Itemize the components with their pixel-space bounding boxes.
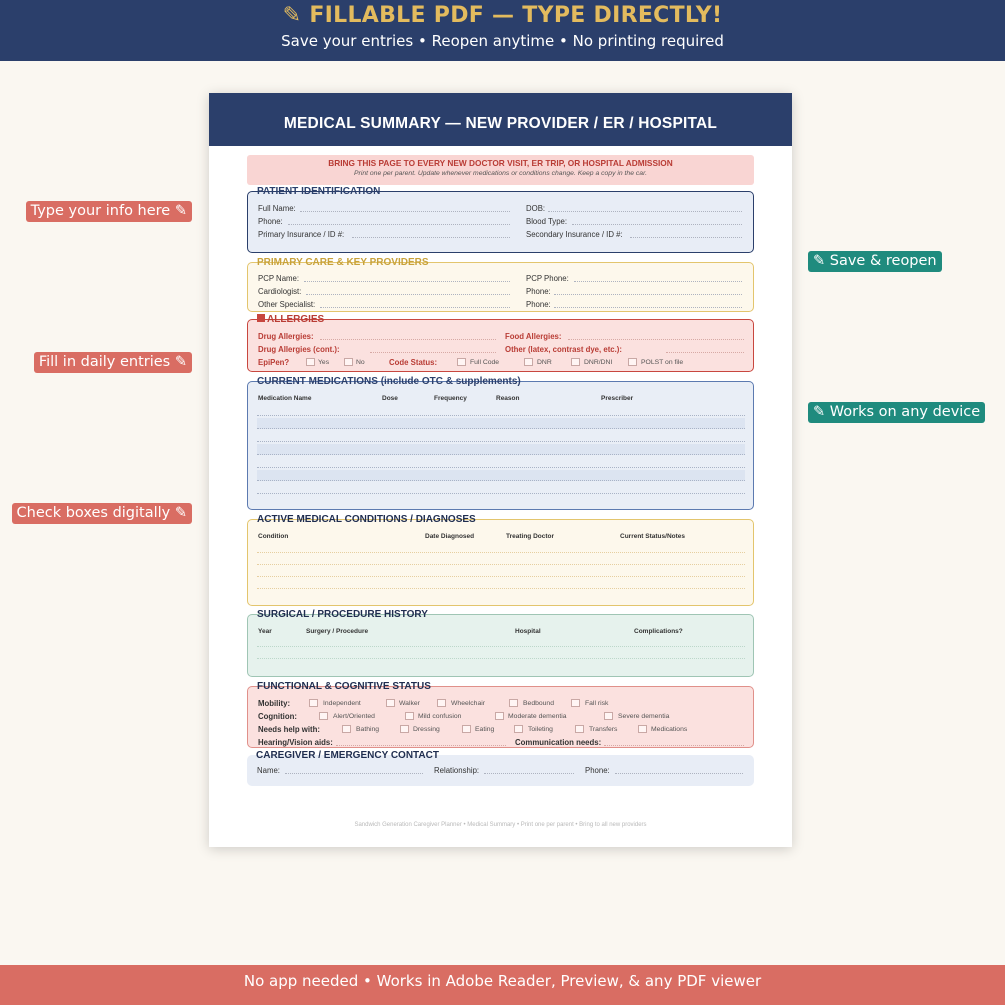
other-allergies-field[interactable] bbox=[666, 352, 744, 353]
polst-checkbox[interactable] bbox=[628, 358, 637, 366]
needs-transfers-checkbox[interactable] bbox=[575, 725, 584, 733]
med-row[interactable] bbox=[257, 418, 745, 429]
mobility-bedbound-checkbox[interactable] bbox=[509, 699, 518, 707]
surgical-section-title: SURGICAL / PROCEDURE HISTORY bbox=[257, 609, 428, 620]
specialist-phone-label: Phone: bbox=[526, 300, 551, 309]
pcp-phone-label: PCP Phone: bbox=[526, 274, 569, 283]
caregiver-section bbox=[247, 750, 754, 786]
food-allergies-field[interactable] bbox=[568, 339, 744, 340]
needs-toileting-checkbox[interactable] bbox=[514, 725, 523, 733]
dnr-checkbox[interactable] bbox=[524, 358, 533, 366]
secondary-insurance-label: Secondary Insurance / ID #: bbox=[526, 230, 623, 239]
communication-label: Communication needs: bbox=[515, 738, 602, 747]
cognition-alert-label: Alert/Oriented bbox=[333, 713, 375, 720]
full-code-checkbox[interactable] bbox=[457, 358, 466, 366]
med-row[interactable] bbox=[257, 431, 745, 442]
med-col-frequency: Frequency bbox=[434, 395, 467, 402]
mobility-wheelchair-label: Wheelchair bbox=[451, 700, 485, 707]
code-status-label: Code Status: bbox=[389, 358, 438, 367]
epipen-no-checkbox[interactable] bbox=[344, 358, 353, 366]
drug-allergies-field[interactable] bbox=[320, 339, 496, 340]
primary-insurance-field[interactable] bbox=[352, 237, 510, 238]
cardiologist-phone-label: Phone: bbox=[526, 287, 551, 296]
form-footer: Sandwich Generation Caregiver Planner • Medical Summary • Print one per parent • Bring to all new providers bbox=[354, 822, 647, 828]
banner-subline: Save your entries • Reopen anytime • No printing required bbox=[281, 32, 724, 50]
bottom-banner: No app needed • Works in Adobe Reader, Preview, & any PDF viewer bbox=[0, 965, 1005, 1005]
epipen-label: EpiPen? bbox=[258, 358, 290, 367]
med-row[interactable] bbox=[257, 405, 745, 416]
notice-box bbox=[247, 155, 754, 185]
dnr-label: DNR bbox=[537, 359, 552, 366]
tag-check-boxes: Check boxes digitally ✎ bbox=[12, 503, 193, 524]
needs-help-label: Needs help with: bbox=[258, 725, 320, 734]
mobility-walker-checkbox[interactable] bbox=[386, 699, 395, 707]
functional-section bbox=[247, 681, 754, 748]
caregiver-phone-label: Phone: bbox=[585, 766, 610, 775]
med-row[interactable] bbox=[257, 483, 745, 494]
food-allergies-label: Food Allergies: bbox=[505, 332, 562, 341]
full-code-label: Full Code bbox=[470, 359, 500, 366]
condition-row[interactable] bbox=[257, 588, 745, 589]
form-title: MEDICAL SUMMARY — NEW PROVIDER / ER / HOSPITAL bbox=[209, 93, 792, 146]
pcp-name-label: PCP Name: bbox=[258, 274, 300, 283]
top-banner bbox=[0, 0, 1005, 61]
allergies-section-title bbox=[257, 314, 324, 326]
needs-bathing-checkbox[interactable] bbox=[342, 725, 351, 733]
surg-col-year: Year bbox=[258, 628, 272, 635]
condition-row[interactable] bbox=[257, 576, 745, 577]
notice-sub: Print one per parent. Update whenever medications or conditions change. Keep a copy in the car. bbox=[354, 170, 647, 177]
cognition-mild-label: Mild confusion bbox=[418, 713, 462, 720]
caregiver-relationship-field[interactable] bbox=[484, 773, 574, 774]
cognition-alert-checkbox[interactable] bbox=[319, 712, 328, 720]
med-row[interactable] bbox=[257, 457, 745, 468]
drug-allergies-label: Drug Allergies: bbox=[258, 332, 314, 341]
dnr-dni-checkbox[interactable] bbox=[571, 358, 580, 366]
cardiologist-field[interactable] bbox=[306, 294, 510, 295]
mobility-walker-label: Walker bbox=[399, 700, 420, 707]
specialist-phone-field[interactable] bbox=[554, 307, 742, 308]
needs-toileting-label: Toileting bbox=[528, 726, 553, 733]
other-allergies-label: Other (latex, contrast dye, etc.): bbox=[505, 345, 622, 354]
cognition-moderate-checkbox[interactable] bbox=[495, 712, 504, 720]
med-col-prescriber: Prescriber bbox=[601, 395, 634, 402]
cognition-moderate-label: Moderate dementia bbox=[508, 713, 567, 720]
med-col-reason: Reason bbox=[496, 395, 520, 402]
cardiologist-label: Cardiologist: bbox=[258, 287, 302, 296]
cognition-label: Cognition: bbox=[258, 712, 297, 721]
needs-medications-checkbox[interactable] bbox=[638, 725, 647, 733]
full-name-field[interactable] bbox=[300, 211, 510, 212]
dnr-dni-label: DNR/DNI bbox=[584, 359, 613, 366]
polst-label: POLST on file bbox=[641, 359, 684, 366]
surgical-row[interactable] bbox=[257, 658, 745, 659]
allergies-section bbox=[247, 314, 754, 372]
pcp-name-field[interactable] bbox=[304, 281, 510, 282]
med-row[interactable] bbox=[257, 444, 745, 455]
notice-main: BRING THIS PAGE TO EVERY NEW DOCTOR VISIT, ER TRIP, OR HOSPITAL ADMISSION bbox=[328, 158, 673, 168]
needs-bathing-label: Bathing bbox=[356, 726, 380, 733]
conditions-section-title: ACTIVE MEDICAL CONDITIONS / DIAGNOSES bbox=[257, 514, 476, 525]
allergies-title-text: ALLERGIES bbox=[267, 314, 325, 325]
dob-field[interactable] bbox=[548, 211, 742, 212]
condition-row[interactable] bbox=[257, 564, 745, 565]
drug-allergies-cont-label: Drug Allergies (cont.): bbox=[258, 345, 340, 354]
med-row[interactable] bbox=[257, 470, 745, 481]
caregiver-section-title: CAREGIVER / EMERGENCY CONTACT bbox=[256, 750, 439, 761]
secondary-insurance-field[interactable] bbox=[630, 237, 742, 238]
needs-dressing-checkbox[interactable] bbox=[400, 725, 409, 733]
mobility-wheelchair-checkbox[interactable] bbox=[437, 699, 446, 707]
caregiver-relationship-label: Relationship: bbox=[434, 766, 480, 775]
epipen-yes-label: Yes bbox=[318, 359, 330, 366]
tag-save-reopen: ✎ Save & reopen bbox=[808, 251, 942, 272]
cond-col-doctor: Treating Doctor bbox=[506, 533, 555, 540]
surgical-row[interactable] bbox=[257, 646, 745, 647]
warning-square-icon bbox=[257, 314, 265, 322]
needs-eating-label: Eating bbox=[475, 726, 495, 733]
cardiologist-phone-field[interactable] bbox=[554, 294, 742, 295]
phone-field[interactable] bbox=[288, 224, 510, 225]
cond-col-condition: Condition bbox=[258, 533, 289, 540]
other-specialist-field[interactable] bbox=[320, 307, 510, 308]
surgical-section bbox=[247, 609, 754, 677]
surg-col-procedure: Surgery / Procedure bbox=[306, 628, 369, 635]
caregiver-phone-field[interactable] bbox=[615, 773, 743, 774]
condition-row[interactable] bbox=[257, 552, 745, 553]
tag-daily-entries: Fill in daily entries ✎ bbox=[34, 352, 192, 373]
hearing-vision-label: Hearing/Vision aids: bbox=[258, 738, 333, 747]
cognition-severe-checkbox[interactable] bbox=[604, 712, 613, 720]
needs-dressing-label: Dressing bbox=[413, 726, 440, 733]
mobility-bedbound-label: Bedbound bbox=[523, 700, 554, 707]
cognition-mild-checkbox[interactable] bbox=[405, 712, 414, 720]
mobility-label: Mobility: bbox=[258, 699, 291, 708]
cognition-severe-label: Severe dementia bbox=[618, 713, 670, 720]
banner-headline: ✎ FILLABLE PDF — TYPE DIRECTLY! bbox=[282, 3, 723, 28]
dob-label: DOB: bbox=[526, 204, 546, 213]
tag-type-info: Type your info here ✎ bbox=[26, 201, 192, 222]
form-page bbox=[209, 93, 792, 847]
full-name-label: Full Name: bbox=[258, 204, 296, 213]
needs-medications-label: Medications bbox=[651, 726, 688, 733]
phone-label: Phone: bbox=[258, 217, 283, 226]
mobility-independent-checkbox[interactable] bbox=[309, 699, 318, 707]
conditions-section bbox=[247, 514, 754, 606]
cond-col-date: Date Diagnosed bbox=[425, 533, 475, 540]
med-col-dose: Dose bbox=[382, 395, 398, 402]
med-col-name: Medication Name bbox=[258, 395, 312, 402]
mobility-fall-risk-label: Fall risk bbox=[585, 700, 609, 707]
needs-transfers-label: Transfers bbox=[589, 726, 618, 733]
functional-section-title: FUNCTIONAL & COGNITIVE STATUS bbox=[257, 681, 431, 692]
medications-section-title: CURRENT MEDICATIONS (include OTC & supplements) bbox=[257, 376, 521, 387]
pcp-phone-field[interactable] bbox=[574, 281, 742, 282]
medications-section bbox=[247, 376, 754, 510]
providers-section bbox=[247, 257, 754, 312]
other-specialist-label: Other Specialist: bbox=[258, 300, 316, 309]
needs-eating-checkbox[interactable] bbox=[462, 725, 471, 733]
cond-col-status: Current Status/Notes bbox=[620, 533, 686, 540]
tag-any-device: ✎ Works on any device bbox=[808, 402, 985, 423]
patient-section-title: PATIENT IDENTIFICATION bbox=[257, 186, 381, 197]
primary-insurance-label: Primary Insurance / ID #: bbox=[258, 230, 345, 239]
drug-allergies-cont-field[interactable] bbox=[370, 352, 496, 353]
hearing-vision-field[interactable] bbox=[336, 745, 506, 746]
caregiver-name-field[interactable] bbox=[285, 773, 423, 774]
epipen-yes-checkbox[interactable] bbox=[306, 358, 315, 366]
blood-type-label: Blood Type: bbox=[526, 217, 568, 226]
communication-field[interactable] bbox=[604, 745, 744, 746]
providers-section-title: PRIMARY CARE & KEY PROVIDERS bbox=[257, 257, 429, 268]
patient-section bbox=[247, 186, 754, 253]
epipen-no-label: No bbox=[356, 359, 365, 366]
mobility-independent-label: Independent bbox=[323, 700, 361, 707]
mobility-fall-risk-checkbox[interactable] bbox=[571, 699, 580, 707]
surg-col-hospital: Hospital bbox=[515, 628, 541, 635]
caregiver-name-label: Name: bbox=[257, 766, 280, 775]
surg-col-complications: Complications? bbox=[634, 628, 683, 635]
blood-type-field[interactable] bbox=[572, 224, 742, 225]
